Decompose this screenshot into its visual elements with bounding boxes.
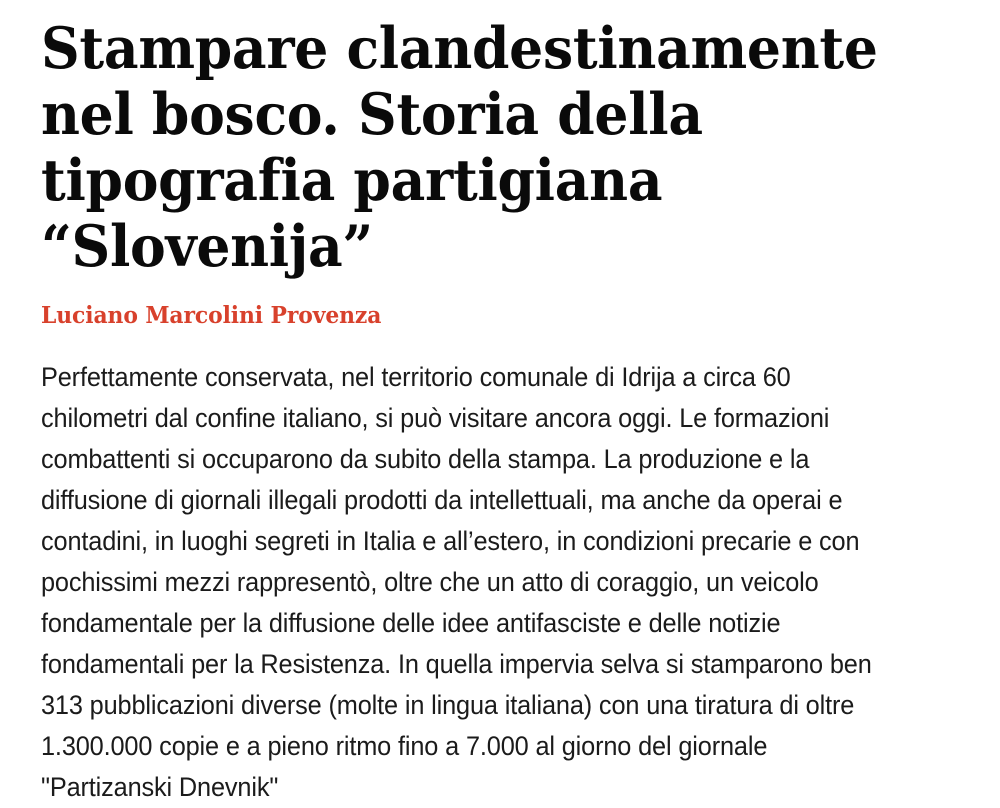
author-name[interactable]: Luciano Marcolini Provenza: [41, 302, 382, 329]
body-line-6: pochissimi mezzi rappresentò, oltre che un atto di coraggio, un veicolo: [41, 567, 819, 597]
body-line-11: "Partizanski Dnevnik": [41, 772, 279, 802]
article-body: [41, 330, 934, 808]
body-line-10: 1.300.000 copie e a pieno ritmo fino a 7.000 al giorno del giornale: [41, 731, 768, 761]
body-line-7: fondamentale per la diffusione delle idee antifasciste e delle notizie: [41, 608, 781, 638]
headline-line-3: tipografia partigiana: [41, 147, 663, 214]
byline: [41, 280, 929, 330]
body-line-1: Perfettamente conservata, nel territorio comunale di Idrija a circa 60: [41, 362, 791, 392]
body-line-2: chilometri dal confine italiano, si può visitare ancora oggi. Le formazioni: [41, 403, 830, 433]
headline-line-2: nel bosco. Storia della: [41, 81, 703, 148]
page-title: [41, 0, 887, 280]
body-line-8: fondamentali per la Resistenza. In quella impervia selva si stamparono ben: [41, 649, 872, 679]
body-line-3: combattenti si occuparono da subito della stampa. La produzione e la: [41, 444, 810, 474]
body-line-5: contadini, in luoghi segreti in Italia e all’estero, in condizioni precarie e con: [41, 526, 860, 556]
body-line-4: diffusione di giornali illegali prodotti da intellettuali, ma anche da operai e: [41, 485, 843, 515]
body-line-9: 313 pubblicazioni diverse (molte in lingua italiana) con una tiratura di oltre: [41, 690, 855, 720]
headline-line-1: Stampare clandestinamente: [41, 15, 878, 82]
headline-line-4: “Slovenija”: [41, 213, 373, 280]
